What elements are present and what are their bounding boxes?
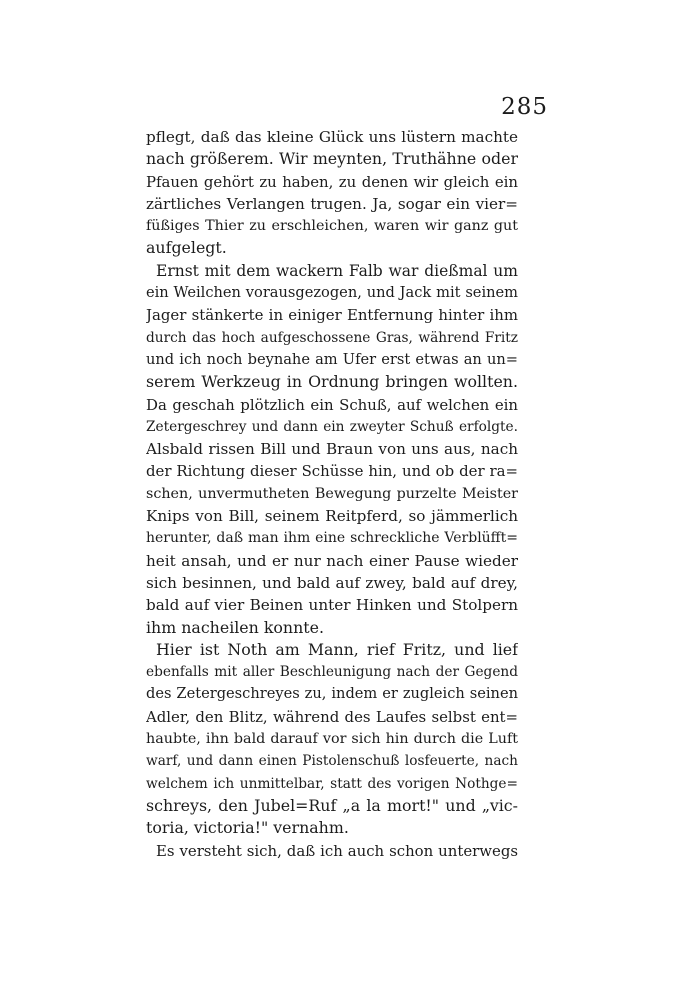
page-number: 285 [501, 94, 548, 120]
text-line: herunter, daß man ihm eine schreckliche Verblüfft= [146, 530, 518, 547]
text-line: ebenfalls mit aller Beschleunigung nach der Gegend [146, 664, 518, 681]
text-line: serem Werkzeug in Ordnung bringen wollten. [146, 372, 518, 392]
text-line: Da geschah plötzlich ein Schuß, auf welchen ein [146, 395, 518, 414]
text-line: ihm nacheilen konnte. [146, 617, 324, 637]
text-line: und ich noch beynahe am Ufer erst etwas an un= [146, 350, 518, 368]
text-line: schreys, den Jubel=Ruf „a la mort!" und „vic- [146, 795, 518, 815]
text-line: der Richtung dieser Schüsse hin, und ob der ra= [146, 462, 518, 481]
text-line: ein Weilchen vorausgezogen, und Jack mit seinem [146, 284, 518, 302]
text-line: Jager stänkerte in einiger Entfernung hinter ihm [146, 306, 518, 325]
text-line: warf, und dann einen Pistolenschuß losfeuerte, nach [146, 753, 518, 770]
text-line: bald auf vier Beinen unter Hinken und Stolpern [146, 596, 518, 615]
text-line: füßiges Thier zu erschleichen, waren wir ganz gut [146, 218, 518, 235]
text-line: welchem ich unmittelbar, statt des vorigen Nothge= [146, 775, 518, 792]
text-line: Ernst mit dem wackern Falb war dießmal um [156, 261, 518, 280]
text-line: sich besinnen, und bald auf zwey, bald auf drey, [146, 573, 518, 592]
text-line: schen, unvermutheten Bewegung purzelte Meister [146, 485, 518, 502]
text-line: haubte, ihn bald darauf vor sich hin durch die Luft [146, 731, 518, 748]
text-line: Adler, den Blitz, während des Laufes selbst ent= [146, 707, 518, 726]
text-line: Alsbald rissen Bill und Braun von uns aus, nach [146, 440, 518, 459]
text-line: heit ansah, und er nur nach einer Pause wieder [146, 551, 518, 570]
text-line: nach größerem. Wir meynten, Truthähne oder [146, 149, 518, 169]
text-line: Knips von Bill, seinem Reitpferd, so jämmerlich [146, 507, 518, 526]
text-line: Hier ist Noth am Mann, rief Fritz, und lief [156, 639, 518, 659]
text-line: Pfauen gehört zu haben, zu denen wir gleich ein [146, 172, 518, 191]
text-line: aufgelegt. [146, 238, 227, 258]
text-line: pflegt, daß das kleine Glück uns lüstern machte [146, 128, 518, 146]
text-line: zärtliches Verlangen trugen. Ja, sogar ein vier= [146, 194, 518, 213]
body-text [146, 126, 518, 862]
text-line: durch das hoch aufgeschossene Gras, während Fritz [146, 329, 518, 346]
text-line: Zetergeschrey und dann ein zweyter Schuß erfolgte. [146, 418, 518, 435]
text-line: toria, victoria!" vernahm. [146, 818, 349, 838]
text-line: Es versteht sich, daß ich auch schon unterwegs [156, 841, 518, 860]
text-line: des Zetergeschreyes zu, indem er zugleich seinen [146, 685, 518, 703]
